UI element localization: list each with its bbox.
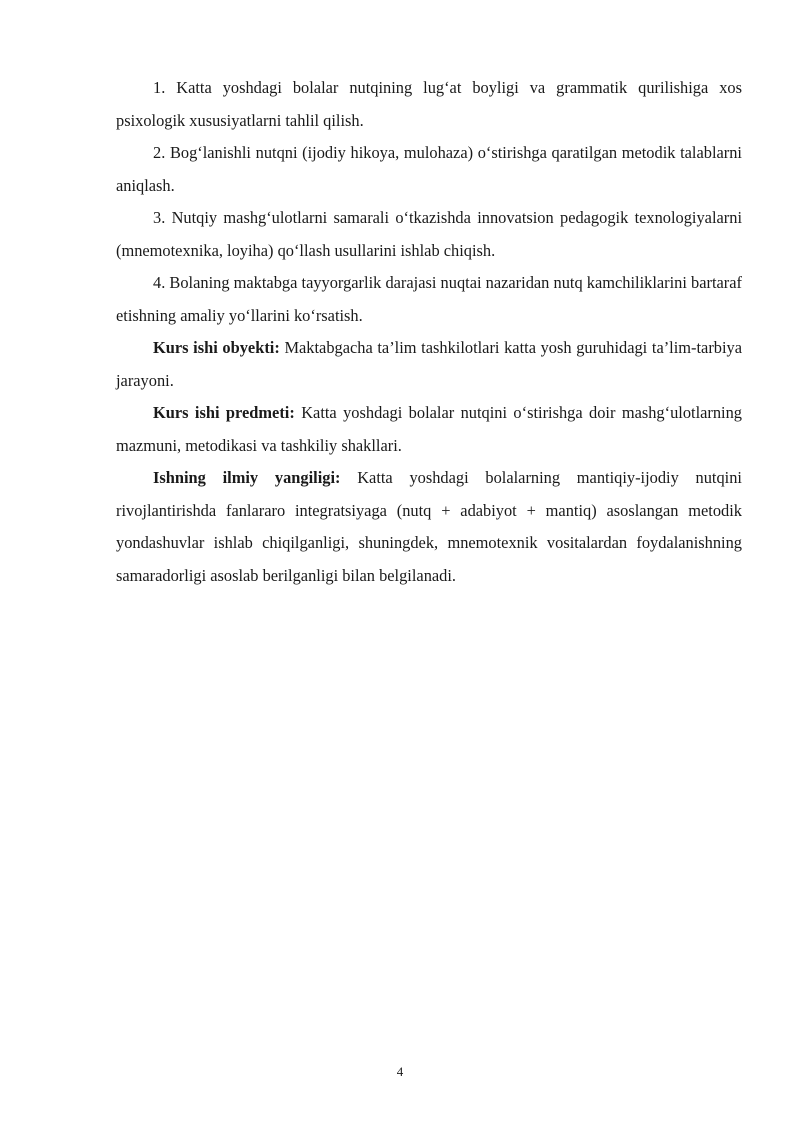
task-item-3: 3. Nutqiy mashg‘ulotlarni samarali o‘tkazishda innovatsion pedagogik texnologiyalarni (mnemotexnika, loyiha) qo‘llash usullarini ishlab chiqish. xyxy=(116,208,742,260)
task-item-1: 1. Katta yoshdagi bolalar nutqining lug‘at boyligi va grammatik qurilishiga xos psixologik xususiyatlarni tahlil qilish. xyxy=(116,78,742,130)
scientific-novelty-text: Katta yoshdagi bolalarning mantiqiy-ijodiy nutqini rivojlantirishda fanlararo integratsiyaga (nutq + adabiyot + mantiq) asoslangan metodik yondashuvlar ishlab chiqilganligi, shuningdek, mnemotexnik vositalardan foydalanishning samaradorligi asoslab berilganligi bilan belgilanadi. xyxy=(116,468,742,585)
course-object-label: Kurs ishi obyekti: xyxy=(153,338,280,357)
page-number: 4 xyxy=(396,1064,404,1079)
scientific-novelty-paragraph xyxy=(116,462,742,592)
course-object-paragraph xyxy=(116,332,742,397)
course-subject-paragraph xyxy=(116,397,742,462)
task-item-2: 2. Bog‘lanishli nutqni (ijodiy hikoya, mulohaza) o‘stirishga qaratilgan metodik talablarni aniqlash. xyxy=(116,143,742,195)
task-item-4: 4. Bolaning maktabga tayyorgarlik darajasi nuqtai nazaridan nutq kamchiliklarini bartaraf etishning amaliy yo‘llarini ko‘rsatish. xyxy=(116,273,742,325)
course-subject-label: Kurs ishi predmeti: xyxy=(153,403,295,422)
course-subject-text: Katta yoshdagi bolalar nutqini o‘stirishga doir mashg‘ulotlarning mazmuni, metodikasi va tashkiliy shakllari. xyxy=(116,403,743,455)
page-content xyxy=(116,72,742,592)
course-object-text: Maktabgacha ta’lim tashkilotlari katta yosh guruhidagi ta’lim-tarbiya jarayoni. xyxy=(116,338,742,390)
scientific-novelty-label: Ishning ilmiy yangiligi: xyxy=(153,468,341,487)
